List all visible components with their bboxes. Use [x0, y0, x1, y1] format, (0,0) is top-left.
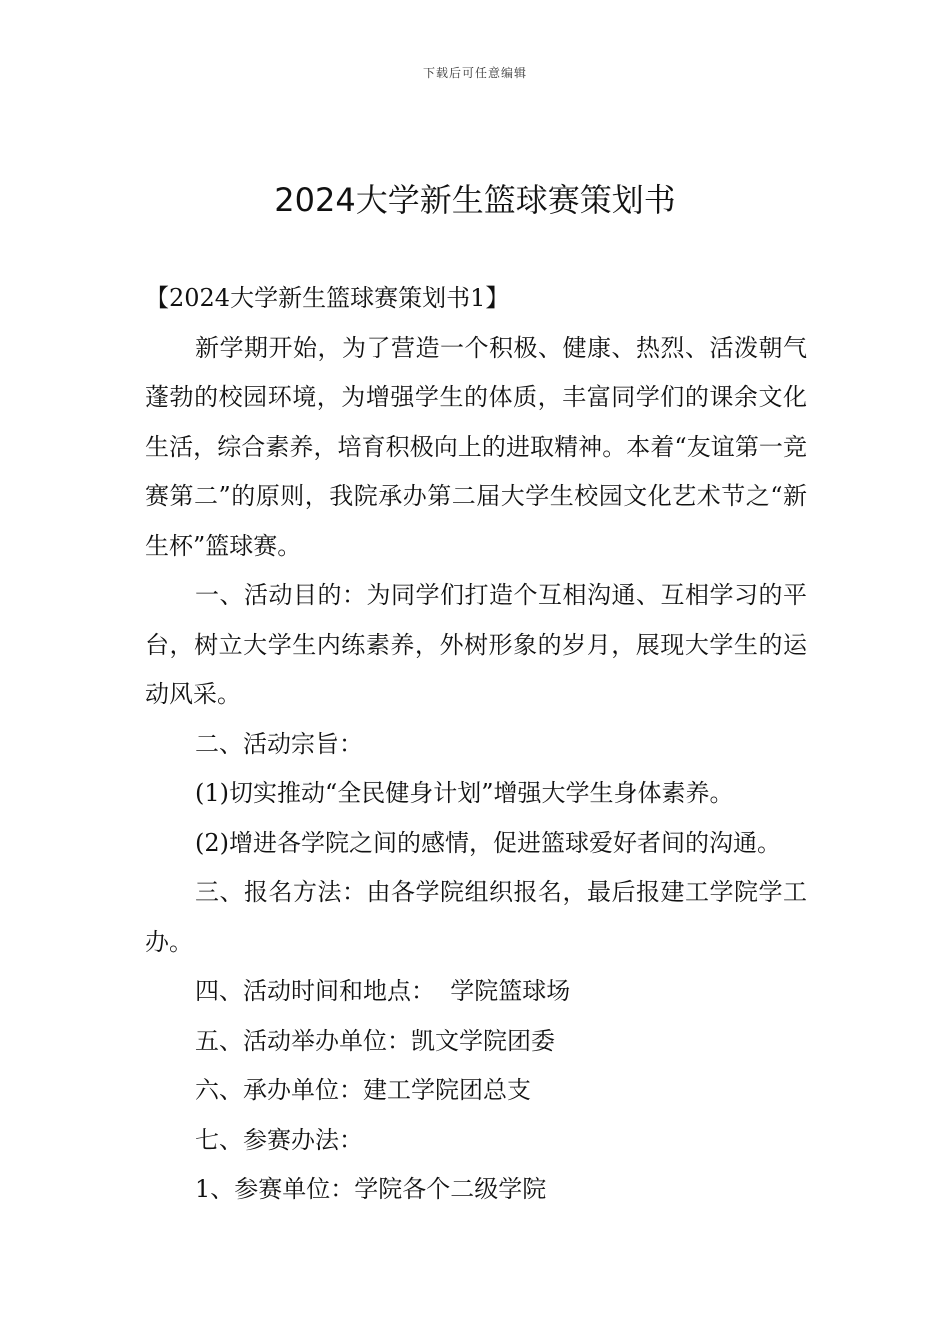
- paragraph-rules-heading: 七、参赛办法：: [195, 1125, 363, 1154]
- page-header-note: 下载后可任意编辑: [422, 66, 527, 80]
- paragraph-organizer: 五、活动举办单位：凯文学院团委: [195, 1026, 555, 1055]
- paragraph-purpose: 一、活动目的：为同学们打造个互相沟通、互相学习的平台，树立大学生内练素养，外树形象的岁月，展现大学生的运动风采。: [145, 581, 807, 708]
- section-heading: 【2024大学新生篮球赛策划书1】: [145, 284, 510, 312]
- paragraph-host: 六、承办单位：建工学院团总支: [195, 1076, 531, 1104]
- document-body: [145, 274, 807, 1215]
- paragraph-aim-1: (1)切实推动“全民健身计划”增强大学生身体素养。: [195, 779, 734, 807]
- paragraph-registration: 三、报名方法：由各学院组织报名，最后报建工学院学工办。: [145, 878, 807, 956]
- paragraph-intro: 新学期开始，为了营造一个积极、健康、热烈、活泼朝气蓬勃的校园环境，为增强学生的体质，丰富同学们的课余文化生活，综合素养，培育积极向上的进取精神。本着“友谊第一竞赛第二”的原则，我院承办第二届大学生校园文化艺术节之“新生杯”篮球赛。: [145, 333, 807, 560]
- paragraph-time-place: 四、活动时间和地点： 学院篮球场: [195, 977, 571, 1005]
- document-title: 2024大学新生篮球赛策划书: [274, 181, 676, 219]
- paragraph-aim-2: (2)增进各学院之间的感情，促进篮球爱好者间的沟通。: [195, 828, 781, 857]
- paragraph-rules-1: 1、参赛单位：学院各个二级学院: [195, 1175, 547, 1203]
- paragraph-aim-heading: 二、活动宗旨：: [195, 729, 363, 758]
